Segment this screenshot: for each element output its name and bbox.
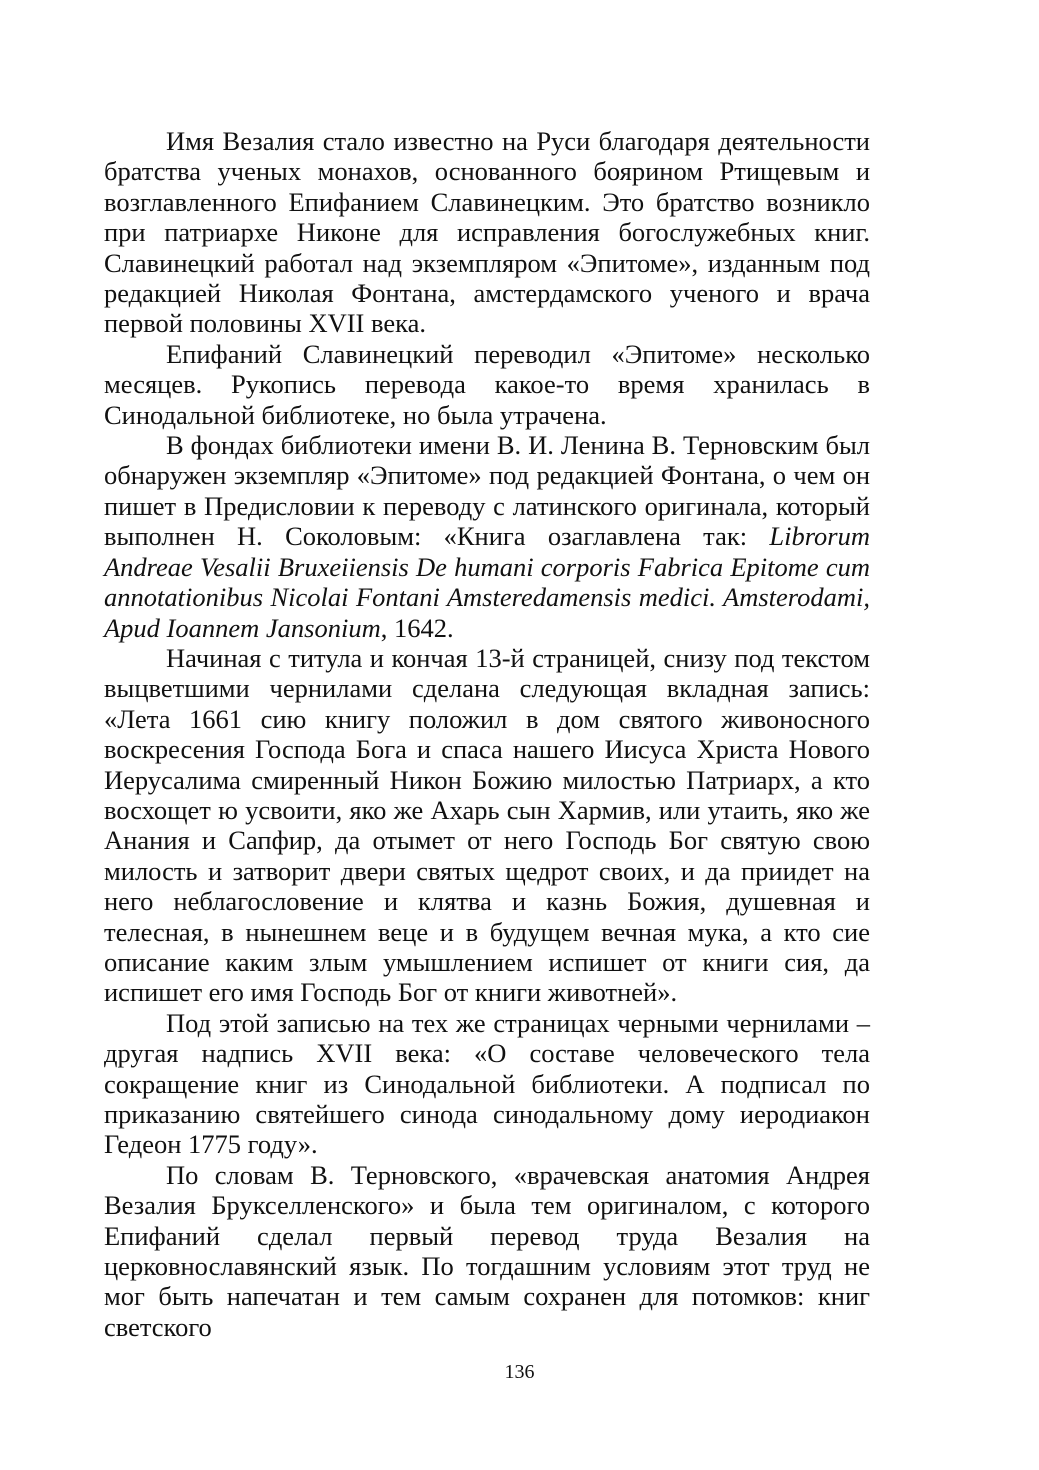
paragraph-2: Епифаний Славинецкий переводил «Эпитоме» несколько месяцев. Рукопись перевода какое-то время хранилась в Синодальной библиотеке, но была утрачена. xyxy=(104,338,870,430)
paragraph-3-text: В фондах библиотеки имени В. И. Ленина В. Терновским был обнаружен экземпляр «Эпитоме» под редакцией Фонтана, о чем он пишет в Предисловии к переводу с латинского оригинала, который выполнен Н. Соколовым: «Книга озаглавлена так: xyxy=(104,430,870,552)
page-body xyxy=(104,126,870,1342)
paragraph-5: Под этой записью на тех же страницах черными чернилами – другая надпись XVII века: «О составе человеческого тела сокращение книг из Синодальной библиотеки. А подписал по приказанию святейшего синода синодальному дому иеродиакон Гедеон 1775 году». xyxy=(104,1007,870,1160)
page-number: 136 xyxy=(504,1361,535,1383)
paragraph-3-year: , 1642. xyxy=(380,612,454,643)
paragraph-4: Начиная с титула и кончая 13-й страницей, снизу под текстом выцветшими чернилами сделана следующая вкладная запись: «Лета 1661 сию книгу положил в дом святого живоносного воскресения Господа Бога и спаса нашего Иисуса Христа Нового Иерусалима смиренный Никон Божию милостью Патриарх, а кто восхощет ю усвоити, яко же Ахарь сын Хармив, или утаить, яко же Анания и Сапфир, да отымет от него Господь Бог святую свою милость и затворит двери святых щедрот своих, и да приидет на него неблагословение и клятва и казнь Божия, душевная и телесная, в нынешнем веце и в будущем вечная мука, а кто сие описание каким злым умышлением испишет от книги сия, да испишет его имя Господь Бог от книги животней». xyxy=(104,642,870,1008)
book-title-latin: Librorum Andreae Vesalii Bruxeiiensis De humani corporis Fabrica Epitome cum annotationibus Nicolai Fontani Amsteredamensis medici. Amsterodami, Apud Ioannem Jansonium xyxy=(104,521,870,643)
paragraph-6: По словам В. Терновского, «врачевская анатомия Андрея Везалия Брукселленского» и была тем оригиналом, с которого Епифаний сделал первый перевод труда Везалия на церковнославянский язык. По тогдашним условиям этот труд не мог быть напечатан и тем самым сохранен для потомков: книг светского xyxy=(104,1159,870,1342)
paragraph-1: Имя Везалия стало известно на Руси благодаря деятельности братства ученых монахов, основанного боярином Ртищевым и возглавленного Епифанием Славинецким. Это братство возникло при патриархе Никоне для исправления богослужебных книг. Славинецкий работал над экземпляром «Эпитоме», изданным под редакцией Николая Фонтана, амстердамского ученого и врача первой половины XVII века. xyxy=(104,126,870,339)
paragraph-3 xyxy=(104,430,870,643)
